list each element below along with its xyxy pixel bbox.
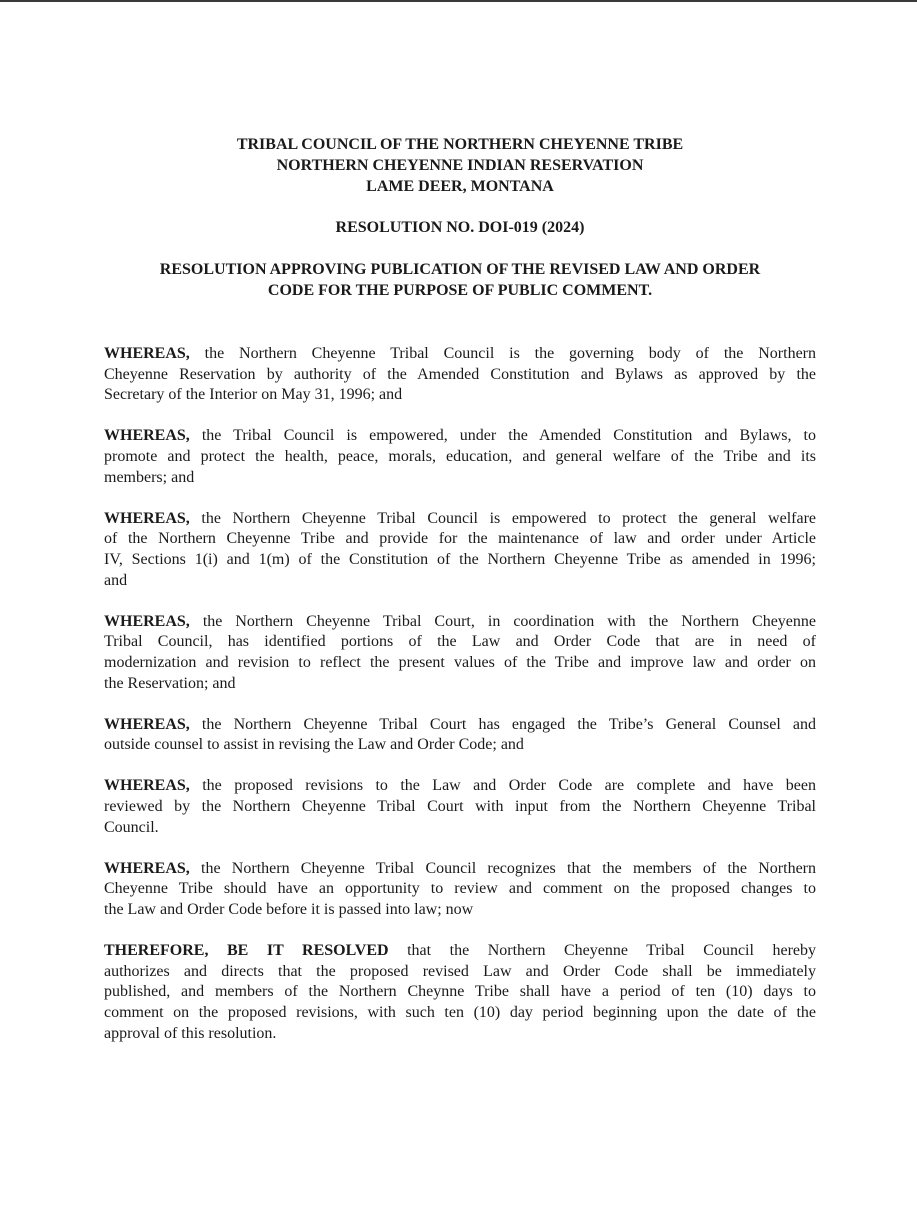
paragraph-text: outside counsel to assist in revising the Law and Order Code; and (104, 736, 524, 754)
paragraph-line (104, 426, 816, 447)
paragraph-text: the Northern Cheyenne Tribal Council is the governing body of the Northern (189, 345, 816, 362)
paragraph-lead: WHEREAS, (104, 715, 190, 733)
paragraph-line (104, 653, 816, 674)
paragraph-line (104, 468, 816, 489)
paragraph-line (104, 365, 816, 386)
paragraph-text: Council. (104, 818, 159, 836)
document-header (104, 134, 816, 197)
header-line: TRIBAL COUNCIL OF THE NORTHERN CHEYENNE TRIBE (236, 136, 684, 153)
paragraph-text: the Northern Cheyenne Tribal Council recognizes that the members of the Northern (189, 859, 816, 877)
paragraph-text: approval of this resolution. (104, 1024, 277, 1042)
paragraph-text: published, and members of the Northern Cheynne Tribe shall have a period of ten (10) days to (104, 983, 816, 1001)
whereas-paragraph (104, 715, 816, 756)
paragraph-text: Secretary of the Interior on May 31, 1996; and (104, 386, 403, 404)
header-line: LAME DEER, MONTANA (366, 178, 554, 195)
paragraph-line (104, 632, 816, 653)
paragraph-text: the Northern Cheyenne Tribal Court has engaged the Tribe’s General Counsel and (189, 715, 816, 733)
paragraph-text: members; and (104, 468, 195, 486)
top-border (0, 0, 917, 2)
paragraph-line (104, 941, 816, 962)
paragraph-line (104, 818, 816, 839)
paragraph-text: Cheyenne Reservation by authority of the Amended Constitution and Bylaws as approved by the (104, 365, 816, 383)
resolution-number: RESOLUTION NO. DOI-019 (2024) (335, 219, 585, 236)
paragraph-text: and (104, 571, 128, 589)
paragraph-text: the proposed revisions to the Law and Order Code are complete and have been (189, 777, 816, 795)
paragraph-lead: THEREFORE, BE IT RESOLVED (104, 942, 389, 960)
paragraph-line (104, 715, 816, 736)
paragraph-line (104, 859, 816, 880)
paragraph-text: Cheyenne Tribe should have an opportunity to review and comment on the proposed changes to (104, 880, 816, 898)
paragraph-line (104, 509, 816, 530)
paragraph-line (104, 776, 816, 797)
paragraph-lead: WHEREAS, (104, 612, 190, 630)
whereas-paragraph (104, 426, 816, 488)
header-line: NORTHERN CHEYENNE INDIAN RESERVATION (276, 157, 644, 174)
paragraph-lead: WHEREAS, (104, 345, 190, 362)
paragraph-text: authorizes and directs that the proposed revised Law and Order Code shall be immediately (104, 962, 816, 980)
paragraph-lead: WHEREAS, (104, 859, 190, 877)
paragraph-text: promote and protect the health, peace, morals, education, and general welfare of the Tribe and its (104, 447, 816, 465)
paragraph-line (104, 385, 816, 406)
paragraph-line (104, 344, 816, 365)
paragraph-lead: WHEREAS, (104, 427, 190, 445)
paragraph-line (104, 550, 816, 571)
paragraph-line (104, 674, 816, 695)
paragraph-line (104, 447, 816, 468)
paragraph-line (104, 1024, 816, 1045)
paragraph-text: the Law and Order Code before it is passed into law; now (104, 901, 474, 919)
paragraph-line (104, 735, 816, 756)
paragraph-lead: WHEREAS, (104, 777, 190, 795)
title-line: CODE FOR THE PURPOSE OF PUBLIC COMMENT. (267, 282, 653, 299)
paragraph-text: that the Northern Cheyenne Tribal Council hereby (388, 942, 816, 960)
paragraph-line (104, 612, 816, 633)
resolved-paragraph (104, 941, 816, 1044)
paragraph-text: the Tribal Council is empowered, under the Amended Constitution and Bylaws, to (189, 427, 816, 445)
paragraph-text: the Northern Cheyenne Tribal Court, in coordination with the Northern Cheyenne (189, 612, 816, 630)
whereas-paragraph (104, 612, 816, 694)
paragraph-line (104, 962, 816, 983)
paragraph-text: the Reservation; and (104, 674, 236, 692)
whereas-paragraph (104, 859, 816, 921)
paragraph-text: of the Northern Cheyenne Tribe and provide for the maintenance of law and order under Article (104, 530, 816, 548)
paragraph-text: reviewed by the Northern Cheyenne Tribal Court with input from the Northern Cheyenne Tribal (104, 798, 816, 816)
paragraph-line (104, 797, 816, 818)
title-line: RESOLUTION APPROVING PUBLICATION OF THE REVISED LAW AND ORDER (159, 261, 761, 278)
whereas-paragraph (104, 509, 816, 591)
paragraph-line (104, 529, 816, 550)
paragraph-text: IV, Sections 1(i) and 1(m) of the Constitution of the Northern Cheyenne Tribe as amended in 1996; (104, 550, 816, 568)
paragraph-line (104, 900, 816, 921)
paragraph-line (104, 571, 816, 592)
paragraph-lead: WHEREAS, (104, 509, 190, 527)
paragraph-line (104, 1003, 816, 1024)
whereas-paragraph (104, 776, 816, 838)
paragraph-line (104, 879, 816, 900)
whereas-paragraph (104, 344, 816, 406)
document-body (104, 344, 816, 1065)
paragraph-line (104, 982, 816, 1003)
paragraph-text: the Northern Cheyenne Tribal Council is empowered to protect the general welfare (189, 509, 816, 527)
paragraph-text: Tribal Council, has identified portions of the Law and Order Code that are in need of (104, 633, 816, 651)
resolution-title (104, 259, 816, 301)
paragraph-text: modernization and revision to reflect the present values of the Tribe and improve law and order on (104, 653, 816, 671)
paragraph-text: comment on the proposed revisions, with such ten (10) day period beginning upon the date of the (104, 1004, 816, 1021)
